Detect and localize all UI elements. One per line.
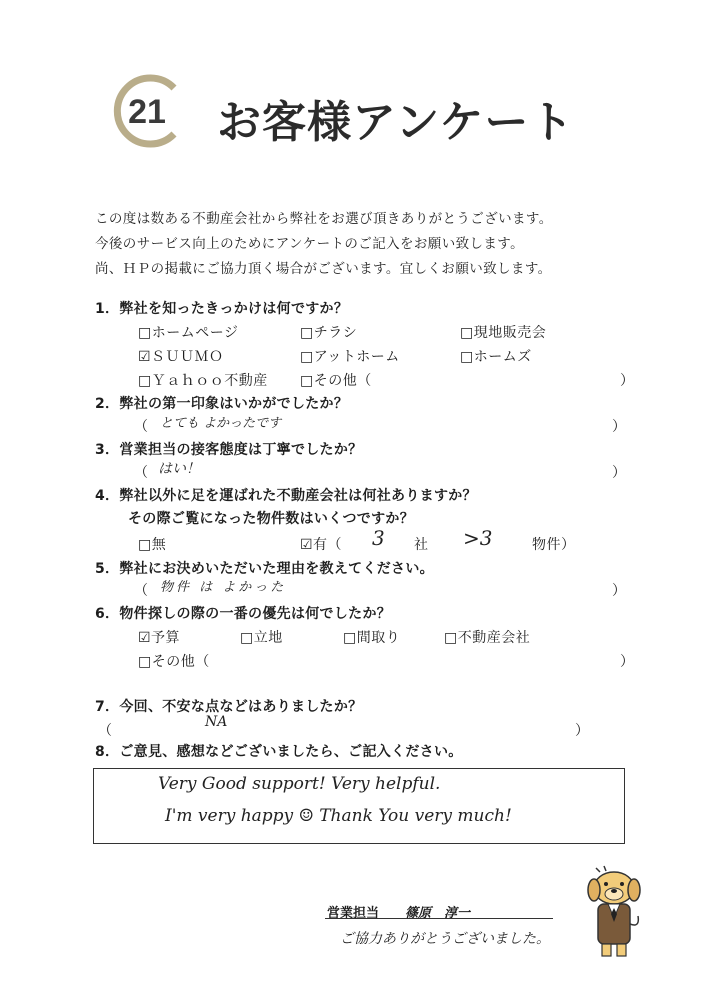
q6-question: 6．物件探しの際の一番の優先は何でしたか？ xyxy=(95,606,392,622)
q6-close-paren: ） xyxy=(620,654,634,670)
q4-subquestion: その際ご覧になった物件数はいくつですか？ xyxy=(128,511,414,527)
staff-label: 営業担当 xyxy=(327,906,380,921)
dog-mascot-icon xyxy=(578,862,650,962)
q1-option-yahoo[interactable]: □Ｙａｈｏｏ不動産 xyxy=(138,373,268,389)
intro-line-1: この度は数ある不動産会社から弊社をお選び頂きありがとうございます。 xyxy=(95,211,553,227)
q3-answer[interactable]: はい！ xyxy=(158,461,200,477)
comment-line-1: Very Good support! Very helpful. xyxy=(158,774,441,794)
q6-option-layout[interactable]: □間取り xyxy=(343,630,401,646)
q6-option-company[interactable]: □不動産会社 xyxy=(444,630,531,646)
logo-text: 21 xyxy=(128,93,166,131)
century21-logo xyxy=(108,72,186,150)
q1-question: 1．弊社を知ったきっかけは何ですか？ xyxy=(95,301,349,317)
q3-close-paren: ） xyxy=(612,465,626,481)
q6-option-location[interactable]: □立地 xyxy=(240,630,283,646)
thanks-text: ご協力ありがとうございました。 xyxy=(340,931,550,947)
q3-open-paren: （ xyxy=(134,465,148,481)
q2-question: 2．弊社の第一印象はいかがでしたか？ xyxy=(95,396,349,412)
q7-close-paren: ） xyxy=(575,723,589,739)
q2-answer[interactable]: とても よかったです xyxy=(160,416,282,431)
q1-option-suumo[interactable]: ☑ＳＵＵＭＯ xyxy=(138,349,224,365)
q1-option-site-sale[interactable]: □現地販売会 xyxy=(460,325,547,341)
q6-option-other[interactable]: □その他（ xyxy=(138,654,210,670)
q4-option-yes[interactable]: ☑有（ xyxy=(300,537,343,553)
q3-question: 3．営業担当の接客態度は丁寧でしたか？ xyxy=(95,442,363,458)
q1-option-other[interactable]: □その他（ xyxy=(300,373,372,389)
q4-property-count[interactable]: >3 xyxy=(463,526,493,550)
q7-answer[interactable]: NA xyxy=(205,714,228,730)
q2-close-paren: ） xyxy=(612,419,626,435)
signature-line xyxy=(325,918,553,919)
q1-option-athome[interactable]: □アットホーム xyxy=(300,349,400,365)
q4-company-count[interactable]: 3 xyxy=(372,526,385,550)
q1-option-homes[interactable]: □ホームズ xyxy=(460,349,532,365)
intro-line-3: 尚、ＨＰの掲載にご協力頂く場合がございます。宜しくお願い致します。 xyxy=(95,261,552,277)
q5-question: 5．弊社にお決めいただいた理由を教えてください。 xyxy=(95,561,434,577)
q4-property-unit: 物件） xyxy=(532,537,576,553)
q5-answer[interactable]: 物件 は よかった xyxy=(160,580,287,595)
comment-line-2: I'm very happy ☺ Thank You very much! xyxy=(165,806,512,826)
intro-line-2: 今後のサービス向上のためにアンケートのご記入をお願い致します。 xyxy=(95,236,525,252)
q4-question: 4．弊社以外に足を運ばれた不動産会社は何社ありますか？ xyxy=(95,488,477,504)
q7-open-paren: （ xyxy=(98,723,112,739)
q1-close-paren: ） xyxy=(620,373,634,389)
q5-open-paren: （ xyxy=(134,583,148,599)
q1-option-homepage[interactable]: □ホームページ xyxy=(138,325,239,341)
staff-name: 篠原 淳一 xyxy=(405,906,471,921)
q6-option-budget[interactable]: ☑予算 xyxy=(138,630,181,646)
q1-option-flyer[interactable]: □チラシ xyxy=(300,325,358,341)
page-title: お客様アンケート xyxy=(217,97,575,148)
q7-question: 7．今回、不安な点などはありましたか？ xyxy=(95,699,363,715)
q4-option-none[interactable]: □無 xyxy=(138,537,167,553)
q5-close-paren: ） xyxy=(612,583,626,599)
q8-question: 8．ご意見、感想などございましたら、ご記入ください。 xyxy=(95,744,463,760)
q4-company-unit: 社 xyxy=(414,537,429,553)
q2-open-paren: （ xyxy=(134,419,148,435)
